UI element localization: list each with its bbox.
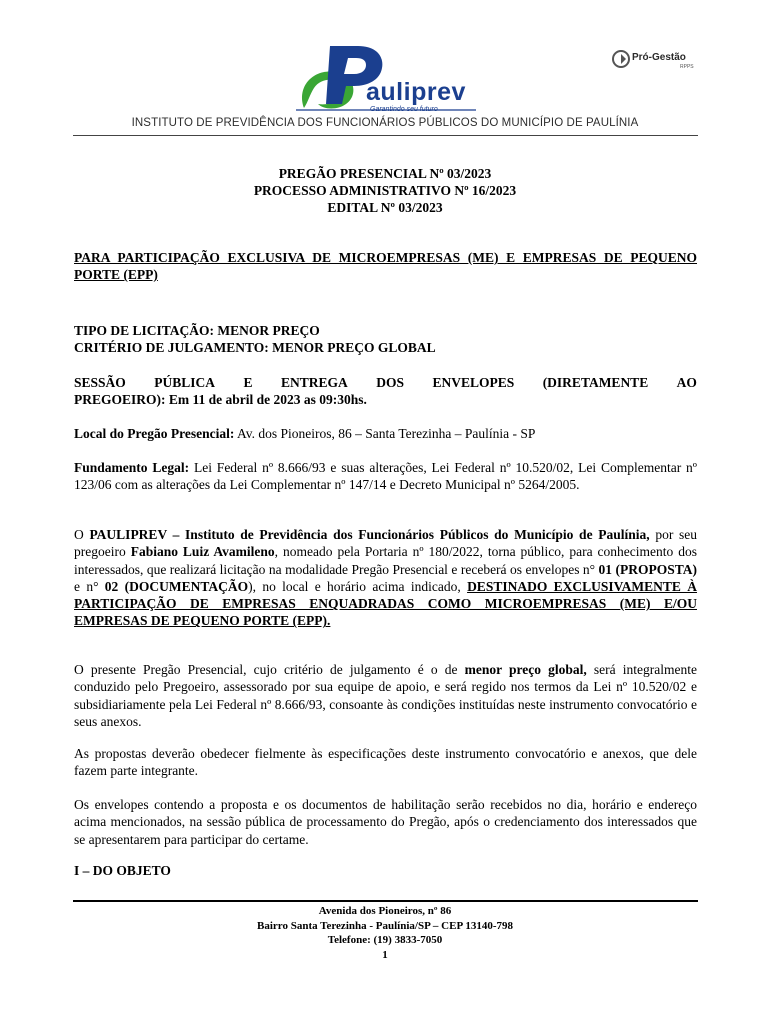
pro-gestao-label: Pró-Gestão — [632, 52, 686, 63]
presente-paragraph: O presente Pregão Presencial, cujo critério de julgamento é o de menor preço global, será integralmente conduzido pelo Pregoeiro, assessorado por sua equipe de apoio, e será regido nos termos da Lei nº 10.520/02 e subsidiariamente pela Lei Federal nº 8.666/93, consoante às condições instituídas neste instrumento convocatório e seus anexos. — [74, 662, 697, 729]
exclusive-participation: PARA PARTICIPAÇÃO EXCLUSIVA DE MICROEMPRESAS (ME) E EMPRESAS DE PEQUENO PORTE (EPP) — [74, 250, 697, 283]
fundamento-legal — [74, 459, 697, 494]
tipo-licitacao: TIPO DE LICITAÇÃO: MENOR PREÇO — [74, 323, 320, 338]
footer-divider — [73, 900, 698, 902]
fundamento-label: Fundamento Legal: — [74, 460, 190, 475]
institute-name: INSTITUTO DE PREVIDÊNCIA DOS FUNCIONÁRIOS PÚBLICOS DO MUNICÍPIO DE PAULÍNIA — [131, 117, 639, 129]
local-value: Av. dos Pioneiros, 86 – Santa Terezinha – Paulínia - SP — [234, 426, 536, 441]
page-number: 1 — [382, 948, 388, 961]
propostas-paragraph: As propostas deverão obedecer fielmente às especificações deste instrumento convocatório e anexos, que dele fazem parte integrante. — [74, 746, 697, 779]
footer-district: Bairro Santa Terezinha - Paulínia/SP – CEP 13140-798 — [257, 919, 513, 932]
title-edital: EDITAL Nº 03/2023 — [327, 200, 443, 215]
title-processo: PROCESSO ADMINISTRATIVO Nº 16/2023 — [253, 183, 517, 198]
pauliprev-logo — [296, 38, 476, 114]
footer-address: Avenida dos Pioneiros, nº 86 — [318, 905, 452, 917]
sessao-line2: PREGOEIRO): Em 11 de abril de 2023 as 09:30hs. — [74, 392, 367, 408]
local-label: Local do Pregão Presencial: — [74, 426, 235, 441]
intro-paragraph: O PAULIPREV – Instituto de Previdência dos Funcionários Públicos do Município de Paulínia, por seu pregoeiro Fabiano Luiz Avamileno, nomeado pela Portaria nº 180/2022, torna público, para conhecimento dos interessados, que realizará licitação na modalidade Pregão Presencial e receberá os envelopes n° 01 (PROPOSTA) e n° 02 (DOCUMENTAÇÃO), no local e horário acima indicado, DESTINADO EXCLUSIVAMENTE À PARTICIPAÇÃO DE EMPRESAS ENQUADRADAS COMO MICROEMPRESAS (ME) E/OU EMPRESAS DE PEQUENO PORTE (EPP). — [74, 527, 698, 629]
envelopes-paragraph: Os envelopes contendo a proposta e os documentos de habilitação serão recebidos no dia, horário e endereço acima mencionados, na sessão pública de processamento do Pregão, após o credenciamento dos interessados que se apresentarem para participar do certame. — [74, 797, 697, 847]
logo-wordmark: auliprev — [366, 78, 466, 106]
pro-gestao-sub: RPPS — [680, 64, 694, 70]
pro-gestao-emblem-icon — [612, 50, 630, 68]
sessao-publica — [74, 374, 697, 409]
footer-phone: Telefone: (19) 3833-7050 — [327, 934, 443, 946]
exclusive-destination: DESTINADO EXCLUSIVAMENTE À PARTICIPAÇÃO DE EMPRESAS ENQUADRADAS COMO MICROEMPRESAS (ME) E/OU EMPRESAS DE PEQUENO PORTE (EPP). — [74, 578, 698, 629]
section-heading-objeto: I – DO OBJETO — [74, 863, 171, 878]
sessao-line1: SESSÃO PÚBLICA E ENTREGA DOS ENVELOPES (DIRETAMENTE AO — [74, 375, 697, 390]
header-divider — [73, 135, 698, 136]
local-pregao — [74, 425, 697, 442]
title-pregao: PREGÃO PRESENCIAL Nº 03/2023 — [278, 166, 492, 181]
criterio-julgamento: CRITÉRIO DE JULGAMENTO: MENOR PREÇO GLOBAL — [74, 340, 436, 355]
pro-gestao-seal — [612, 50, 702, 74]
footer — [0, 904, 770, 962]
fundamento-value: Lei Federal nº 8.666/93 e suas alterações, Lei Federal nº 10.520/02, Lei Complementar nº 123/06 com as alterações da Lei Complementar nº 147/14 e Decreto Municipal nº 5264/2005. — [74, 460, 697, 493]
logo-tagline: Garantindo seu futuro — [370, 106, 438, 113]
